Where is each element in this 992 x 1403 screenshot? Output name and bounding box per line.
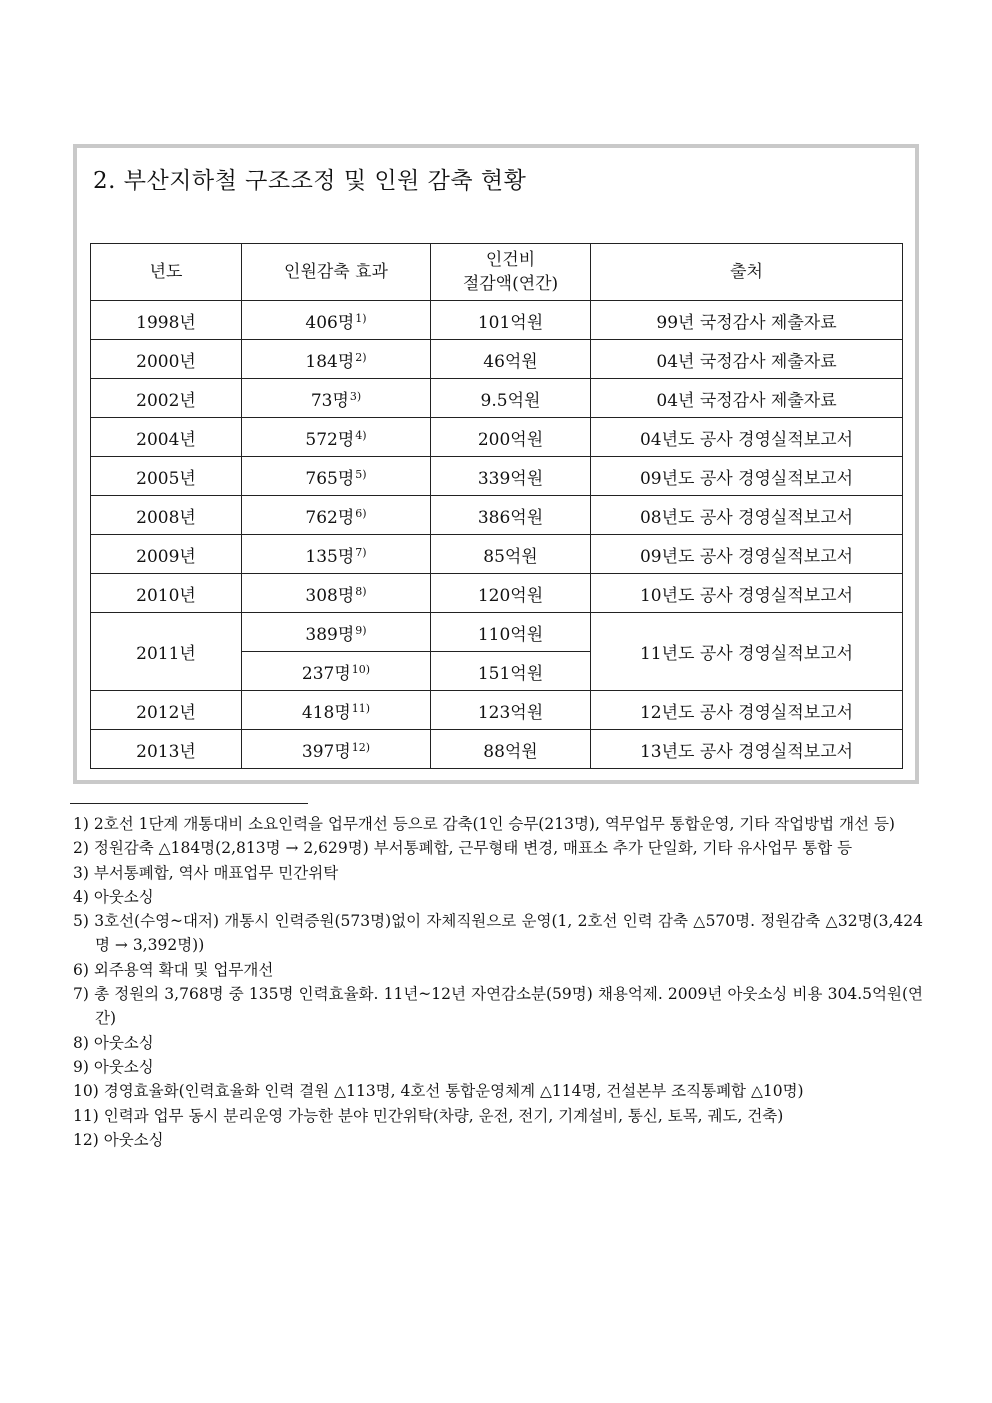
footnote-text: 아웃소싱 — [93, 1033, 154, 1052]
cell-year: 2012년 — [91, 691, 242, 730]
footnote-number: 9) — [73, 1057, 89, 1076]
footnote-item — [73, 909, 923, 958]
footnote-ref[interactable]: 4) — [355, 428, 367, 442]
footnote-ref[interactable]: 11) — [351, 701, 371, 715]
footnote-ref[interactable]: 5) — [355, 467, 367, 481]
header-effect: 인원감축 효과 — [242, 244, 431, 301]
effect-value: 418명 — [301, 702, 351, 723]
footnotes — [73, 812, 923, 1152]
cell-effect — [242, 379, 431, 418]
footnote-ref[interactable]: 7) — [355, 545, 367, 559]
footnote-item — [73, 812, 923, 836]
footnote-number: 5) — [73, 912, 89, 931]
cell-year: 2008년 — [91, 496, 242, 535]
cell-source: 09년도 공사 경영실적보고서 — [591, 535, 903, 574]
cell-saving: 386억원 — [431, 496, 591, 535]
cell-effect — [242, 535, 431, 574]
effect-value: 308명 — [305, 585, 355, 606]
cell-source: 09년도 공사 경영실적보고서 — [591, 457, 903, 496]
cell-saving: 101억원 — [431, 301, 591, 340]
cell-year: 2000년 — [91, 340, 242, 379]
footnote-ref[interactable]: 3) — [349, 389, 362, 403]
effect-value: 762명 — [305, 507, 355, 528]
table-row — [91, 379, 903, 418]
footnote-number: 8) — [73, 1033, 89, 1052]
cell-source: 04년 국정감사 제출자료 — [591, 379, 903, 418]
cell-year: 2009년 — [91, 535, 242, 574]
table-row — [91, 535, 903, 574]
cell-year: 2005년 — [91, 457, 242, 496]
cell-saving: 339억원 — [431, 457, 591, 496]
cell-effect — [242, 340, 431, 379]
cell-saving: 110억원 — [431, 613, 591, 652]
table-row — [91, 613, 903, 652]
cell-saving: 200억원 — [431, 418, 591, 457]
cell-source: 13년도 공사 경영실적보고서 — [591, 730, 903, 769]
footnote-text: 외주용역 확대 및 업무개선 — [93, 960, 274, 979]
cell-effect — [242, 691, 431, 730]
footnote-item — [73, 1128, 923, 1152]
footnote-text: 경영효율화(인력효율화 인력 결원 △113명, 4호선 통합운영체계 △114명, 건설본부 조직통폐합 △10명) — [103, 1082, 804, 1101]
cell-effect — [242, 652, 431, 691]
cell-source: 04년 국정감사 제출자료 — [591, 340, 903, 379]
table-row — [91, 418, 903, 457]
effect-value: 184명 — [305, 351, 355, 372]
footnote-number: 10) — [73, 1082, 99, 1101]
footnote-ref[interactable]: 2) — [355, 350, 367, 364]
header-saving — [431, 244, 591, 301]
cell-effect — [242, 457, 431, 496]
cell-saving: 88억원 — [431, 730, 591, 769]
footnote-item — [73, 958, 923, 982]
section-title: 2. 부산지하철 구조조정 및 인원 감축 현황 — [93, 168, 527, 194]
cell-year: 2011년 — [91, 613, 242, 691]
cell-year: 2010년 — [91, 574, 242, 613]
footnote-text: 아웃소싱 — [103, 1130, 164, 1149]
footnote-ref[interactable]: 12) — [351, 740, 371, 754]
cell-effect — [242, 730, 431, 769]
effect-value: 237명 — [301, 663, 351, 684]
effect-value: 397명 — [301, 741, 351, 762]
cell-source: 04년도 공사 경영실적보고서 — [591, 418, 903, 457]
cell-year: 1998년 — [91, 301, 242, 340]
footnote-number: 4) — [73, 887, 89, 906]
footnote-number: 12) — [73, 1130, 99, 1149]
effect-value: 765명 — [305, 468, 355, 489]
table-row — [91, 574, 903, 613]
footnote-text: 아웃소싱 — [93, 887, 154, 906]
reduction-table — [90, 243, 903, 769]
effect-value: 73명 — [310, 390, 349, 411]
header-year: 년도 — [91, 244, 242, 301]
effect-value: 135명 — [305, 546, 355, 567]
footnote-number: 7) — [73, 985, 89, 1004]
cell-effect — [242, 301, 431, 340]
footnote-text: 총 정원의 3,768명 중 135명 인력효율화. 11년~12년 자연감소분(59명) 채용억제. 2009년 아웃소싱 비용 304.5억원(연간) — [94, 985, 924, 1028]
header-saving-line2: 절감액(연간) — [462, 274, 559, 294]
footnote-number: 6) — [73, 960, 89, 979]
table-row — [91, 496, 903, 535]
table-row — [91, 730, 903, 769]
cell-saving: 151억원 — [431, 652, 591, 691]
table-row — [91, 340, 903, 379]
cell-source: 10년도 공사 경영실적보고서 — [591, 574, 903, 613]
footnote-number: 2) — [73, 839, 89, 858]
cell-year: 2002년 — [91, 379, 242, 418]
cell-saving: 46억원 — [431, 340, 591, 379]
cell-effect — [242, 574, 431, 613]
cell-effect — [242, 496, 431, 535]
footnote-item — [73, 1079, 923, 1103]
header-source: 출처 — [591, 244, 903, 301]
cell-effect — [242, 418, 431, 457]
cell-source: 08년도 공사 경영실적보고서 — [591, 496, 903, 535]
cell-source: 12년도 공사 경영실적보고서 — [591, 691, 903, 730]
table-header-row — [91, 244, 903, 301]
table-row — [91, 691, 903, 730]
footnote-text: 정원감축 △184명(2,813명 → 2,629명) 부서통폐합, 근무형태 변경, 매표소 추가 단일화, 기타 유사업무 통합 등 — [93, 839, 853, 858]
footnote-text: 3호선(수영~대저) 개통시 인력증원(573명)없이 자체직원으로 운영(1, 2호선 인력 감축 △570명. 정원감축 △32명(3,424명 → 3,392명)) — [94, 912, 923, 955]
footnote-number: 11) — [73, 1106, 99, 1125]
footnote-ref[interactable]: 10) — [351, 662, 371, 676]
header-saving-line1: 인건비 — [485, 250, 536, 270]
footnote-number: 3) — [73, 863, 89, 882]
footnote-ref[interactable]: 1) — [355, 311, 367, 325]
cell-source: 11년도 공사 경영실적보고서 — [591, 613, 903, 691]
footnote-item — [73, 861, 923, 885]
footnote-text: 2호선 1단계 개통대비 소요인력을 업무개선 등으로 감축(1인 승무(213명), 역무업무 통합운영, 기타 작업방법 개선 등) — [93, 815, 895, 833]
footnote-text: 부서통폐합, 역사 매표업무 민간위탁 — [93, 863, 339, 882]
footnote-item — [73, 1031, 923, 1055]
effect-value: 406명 — [305, 312, 355, 333]
table-row — [91, 457, 903, 496]
cell-year: 2013년 — [91, 730, 242, 769]
footnote-text: 인력과 업무 동시 분리운영 가능한 분야 민간위탁(차량, 운전, 전기, 기계설비, 통신, 토목, 궤도, 건축) — [103, 1106, 784, 1125]
footnote-item — [73, 885, 923, 909]
footnote-ref[interactable]: 6) — [355, 506, 367, 520]
table-row — [91, 301, 903, 340]
cell-saving: 85억원 — [431, 535, 591, 574]
cell-year: 2004년 — [91, 418, 242, 457]
table-section-box — [73, 144, 919, 784]
cell-saving: 9.5억원 — [431, 379, 591, 418]
cell-saving: 123억원 — [431, 691, 591, 730]
footnote-item — [73, 982, 923, 1031]
footnote-divider — [70, 803, 308, 804]
footnote-item — [73, 1104, 923, 1128]
cell-effect — [242, 613, 431, 652]
footnote-item — [73, 836, 923, 860]
effect-value: 389명 — [305, 624, 355, 645]
cell-source: 99년 국정감사 제출자료 — [591, 301, 903, 340]
cell-saving: 120억원 — [431, 574, 591, 613]
footnote-text: 아웃소싱 — [93, 1057, 154, 1076]
footnote-ref[interactable]: 8) — [355, 584, 367, 598]
footnote-item — [73, 1055, 923, 1079]
footnote-number: 1) — [73, 815, 89, 833]
effect-value: 572명 — [305, 429, 355, 450]
footnote-ref[interactable]: 9) — [355, 623, 367, 637]
